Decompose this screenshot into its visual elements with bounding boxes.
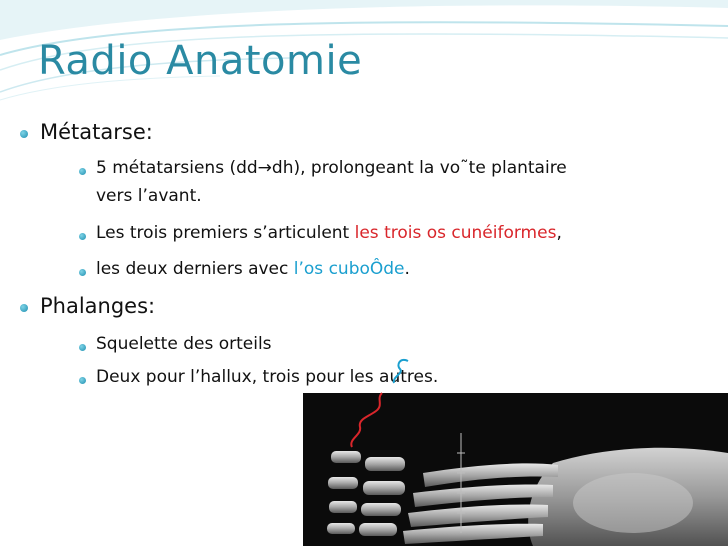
bullet-punct: , xyxy=(556,223,562,243)
bullet-text: Les trois premiers s’articulent xyxy=(96,223,355,243)
highlight-cuneiformes: les trois os cunéiformes xyxy=(354,223,557,243)
highlight-cuboide: l’os cuboÔde xyxy=(293,259,405,279)
bullet-icon xyxy=(79,344,86,351)
bullet-metatarse: Métatarse: xyxy=(40,120,153,144)
bullet-icon xyxy=(20,130,28,138)
bullet-icon xyxy=(79,377,86,384)
bullet-icon xyxy=(20,304,28,312)
bullet-cuneiformes xyxy=(96,223,562,243)
bullet-cuboide xyxy=(96,259,410,279)
bullet-metatarsiens-line2: vers l’avant. xyxy=(96,186,202,206)
bullet-phalanges: Phalanges: xyxy=(40,294,156,318)
bullet-icon xyxy=(79,168,86,175)
bullet-text: les deux derniers avec xyxy=(96,259,294,279)
bullet-icon xyxy=(79,233,86,240)
bullet-hallux: Deux pour l’hallux, trois pour les autres. xyxy=(96,367,439,387)
bullet-squelette: Squelette des orteils xyxy=(96,334,272,354)
bullet-punct: . xyxy=(404,259,410,279)
bullet-icon xyxy=(79,269,86,276)
bullet-metatarsiens-line1: 5 métatarsiens (dd→dh), prolongeant la vo˜te plantaire xyxy=(96,158,567,178)
slide-title: Radio Anatomie xyxy=(38,38,363,84)
annotation-strokes xyxy=(330,355,450,455)
